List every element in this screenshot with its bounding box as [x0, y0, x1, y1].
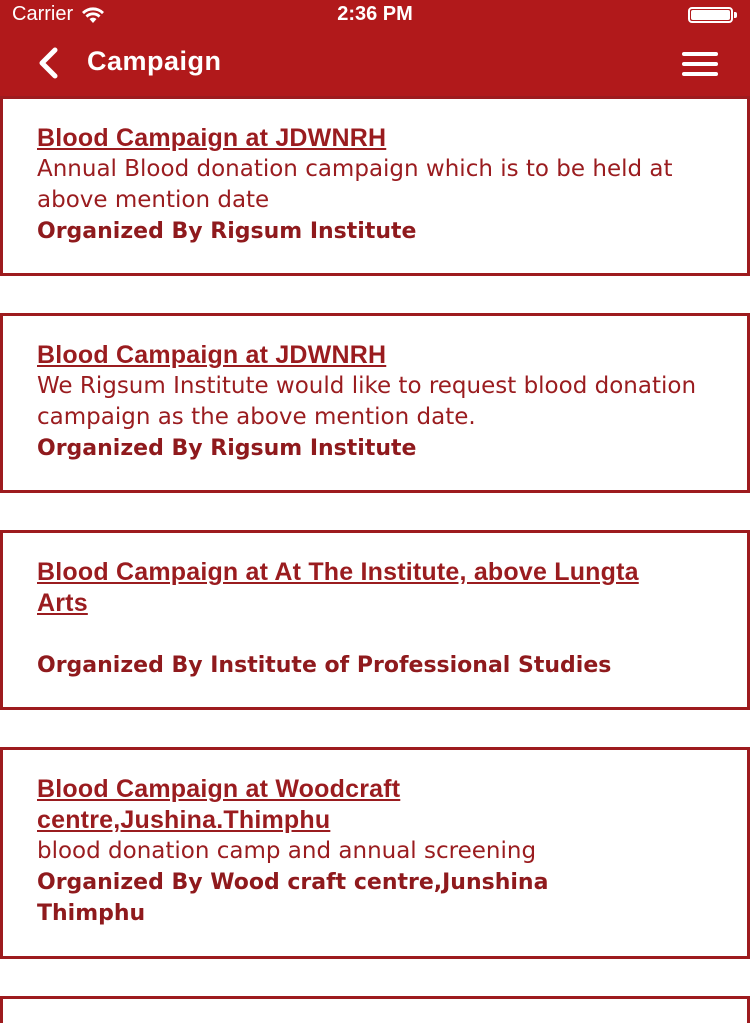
campaign-card-partial	[0, 996, 750, 1023]
nav-header	[0, 0, 750, 96]
status-bar	[0, 0, 750, 30]
campaign-title-link[interactable]: Blood Campaign at JDWNRH	[37, 341, 387, 369]
clock: 2:36 PM	[337, 3, 413, 25]
campaign-title-link[interactable]: Blood Campaign at Woodcraft centre,Jushina.Thimphu	[37, 775, 401, 834]
campaign-card[interactable]	[0, 313, 750, 493]
campaign-description: We Rigsum Institute would like to request blood donation campaign as the above mention date.	[37, 373, 697, 430]
campaign-organizer: Organized By Rigsum Institute	[37, 436, 417, 461]
campaign-card[interactable]	[0, 96, 750, 276]
campaign-organizer: Organized By Institute of Professional Studies	[37, 653, 612, 678]
campaign-organizer: Organized By Wood craft centre,Junshina Thimphu	[37, 870, 549, 926]
campaign-title-link[interactable]: Blood Campaign at JDWNRH	[37, 124, 387, 152]
campaign-description	[37, 619, 713, 650]
campaign-description: blood donation camp and annual screening	[37, 838, 537, 864]
back-button[interactable]	[30, 44, 66, 82]
campaign-organizer: Organized By Rigsum Institute	[37, 219, 417, 244]
campaign-description: Annual Blood donation campaign which is to be held at above mention date	[37, 156, 673, 213]
chevron-left-icon	[35, 47, 61, 79]
hamburger-menu-icon	[682, 52, 718, 56]
campaign-card[interactable]	[0, 530, 750, 710]
menu-button[interactable]	[682, 50, 720, 78]
campaign-title-link[interactable]: Blood Campaign at At The Institute, above Lungta Arts	[37, 558, 639, 617]
carrier-label: Carrier	[12, 3, 74, 25]
campaign-card[interactable]	[0, 747, 750, 959]
page-title: Campaign	[87, 46, 222, 76]
battery-icon	[688, 7, 738, 23]
